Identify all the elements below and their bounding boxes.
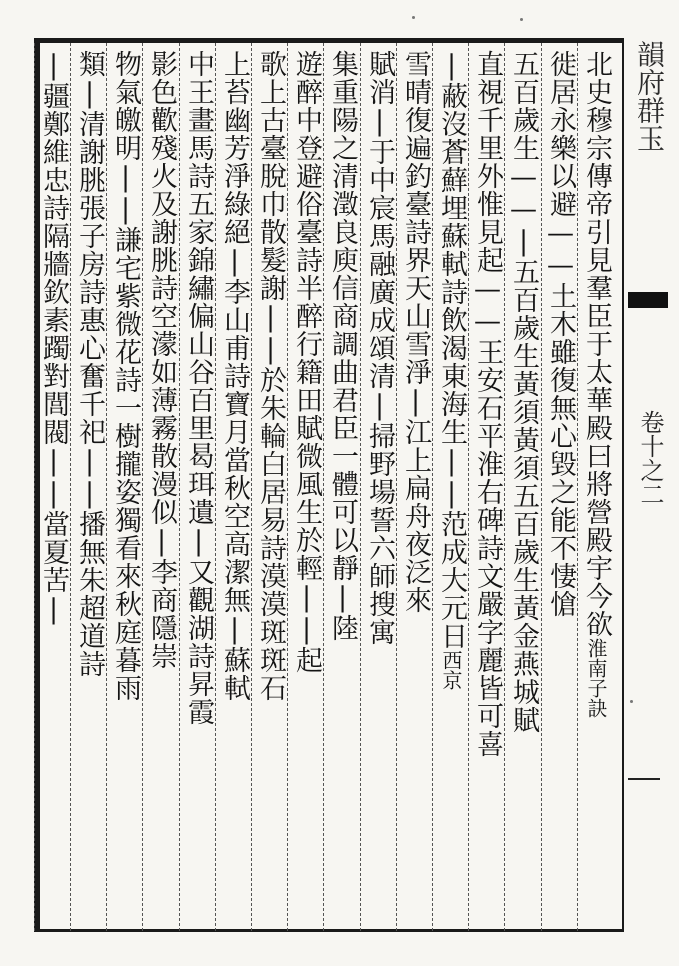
text-column [578, 50, 614, 930]
ink-speck [412, 16, 415, 19]
text-column [252, 50, 288, 930]
margin-tick [628, 778, 660, 780]
text-column [71, 50, 107, 930]
text-column [433, 50, 469, 930]
column-text: |蔽沒蒼蘚埋蘇軾詩飲渴東海生||范成大元日 [436, 50, 467, 650]
column-text: 物氣皦明||謙宅紫微花詩一樹攏姿獨看來秋庭暮雨 [110, 50, 141, 702]
text-column [107, 50, 143, 930]
column-text: 上苔幽芳淨綠絕|李山甫詩寶月當秋空高潔無|蘇軾 [219, 50, 250, 702]
text-column [324, 50, 360, 930]
column-text: 集重陽之清澂良庾信商調曲君臣一體可以靜|陸 [327, 50, 358, 642]
column-text: 徙居永樂以避——土木雖復無心毀之能不悽愴 [545, 50, 576, 618]
column-text: 北史穆宗傳帝引見羣臣于太華殿曰將營殿宇今欲 [581, 50, 612, 638]
column-text: 歌上古臺脫巾散髮謝||於朱輪白居易詩漠漠斑斑石 [255, 50, 286, 702]
margin-chapter-label: 卷十之二 [636, 410, 664, 506]
text-column [143, 50, 179, 930]
text-column [288, 50, 324, 930]
fishtail-mark [628, 292, 668, 308]
column-text: 賦消|于中宸馬融廣成頌清|掃野場誓六師搜寓 [364, 50, 395, 646]
column-annotation: 淮南子訣 [584, 638, 608, 718]
column-text: 雪晴復遍釣臺詩界天山雪淨|江上扁舟夜泛來 [400, 50, 431, 614]
text-column [35, 50, 71, 930]
column-text: 五百歲生——|五百歲生黃須黃須五百歲生黃金燕城賦 [508, 50, 539, 734]
text-column [542, 50, 578, 930]
text-column [361, 50, 397, 930]
column-text: 類|清謝朓張子房詩惠心奮千祀||播無朱超道詩 [74, 50, 105, 678]
text-column [180, 50, 216, 930]
text-column [216, 50, 252, 930]
column-annotation: 西京 [439, 650, 463, 690]
margin-book-title: 韻府群玉 [633, 40, 666, 152]
column-text: 中王畫馬詩五家錦繡偏山谷百里曷珥遺|又觀湖詩昇霞 [183, 50, 214, 726]
ink-speck [520, 18, 523, 21]
column-text: 遊醉中登避俗臺詩半醉行籍田賦微風生於輕||起 [291, 50, 322, 674]
text-column [505, 50, 541, 930]
text-column [397, 50, 433, 930]
column-text: |疆鄭維忠詩隔牆欽素躅對閭閥||當夏苦| [38, 50, 69, 626]
text-column [469, 50, 505, 930]
column-text: 直視千里外惟見起——王安石平淮右碑詩文嚴字麗皆可喜 [472, 50, 503, 758]
column-text: 影色歡殘火及謝朓詩空濛如薄霧散漫似|李商隱崇 [146, 50, 177, 670]
ink-speck [630, 700, 633, 703]
